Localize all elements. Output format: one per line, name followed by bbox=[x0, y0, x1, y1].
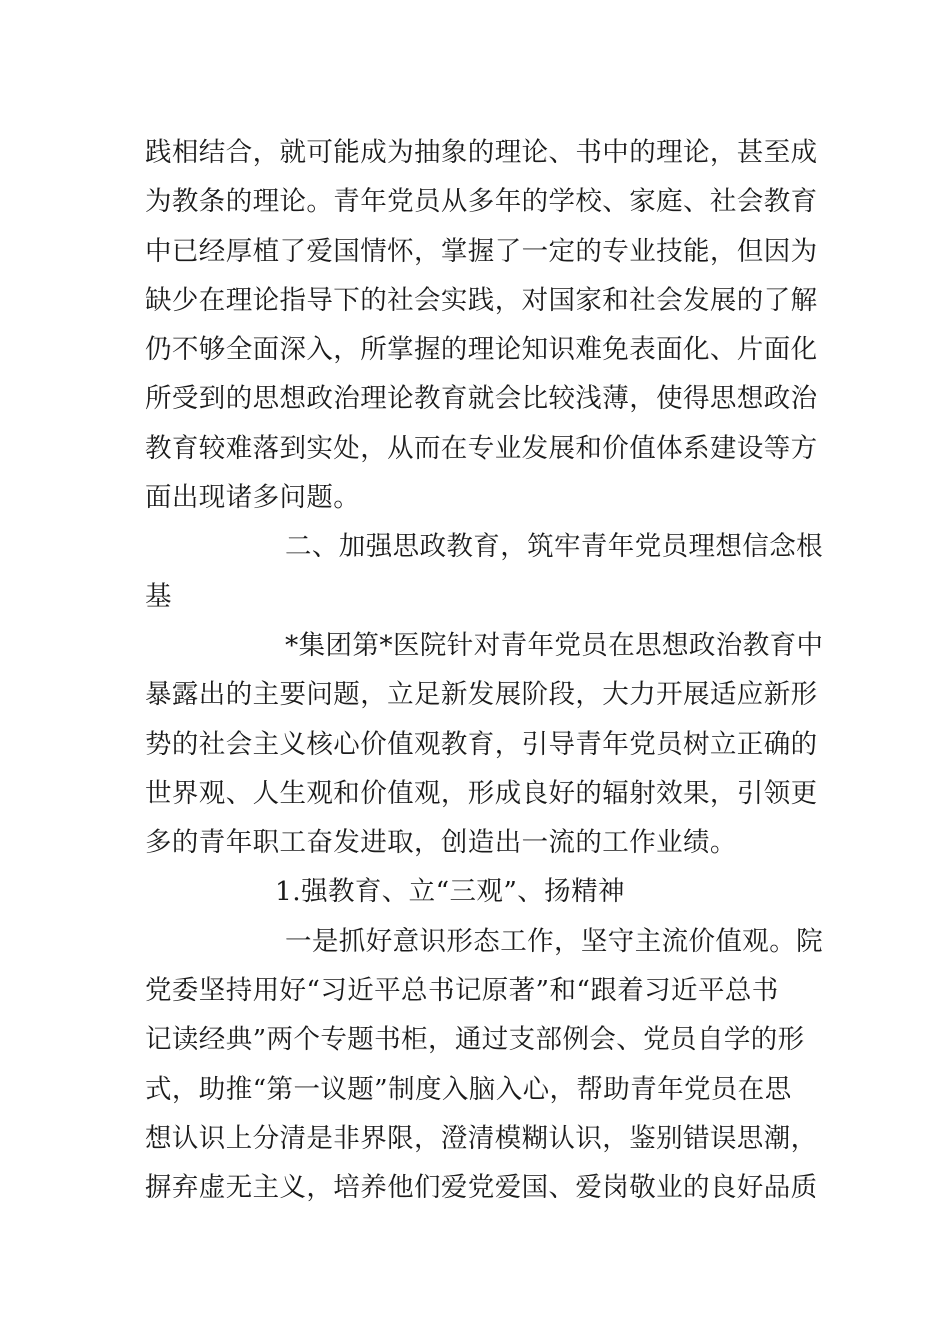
text-line: 为教条的理论。青年党员从多年的学校、家庭、社会教育 bbox=[145, 186, 818, 218]
text-line: 记读经典”两个专题书柜，通过支部例会、党员自学的形 bbox=[145, 1024, 805, 1056]
text-line: 缺少在理论指导下的社会实践，对国家和社会发展的了解 bbox=[145, 284, 818, 316]
heading-line: 基 bbox=[145, 580, 172, 612]
section-heading bbox=[145, 522, 823, 621]
text-line: *集团第*医院针对青年党员在思想政治教育中 bbox=[285, 629, 824, 661]
heading-line: 二、加强思政教育，筑牢青年党员理想信念根 bbox=[285, 531, 823, 563]
text-line: 想认识上分清是非界限，澄清模糊认识，鉴别错误思潮， bbox=[145, 1122, 818, 1154]
text-line: 势的社会主义核心价值观教育，引导青年党员树立正确的 bbox=[145, 728, 818, 760]
text-line: 多的青年职工奋发进取，创造出一流的工作业绩。 bbox=[145, 827, 737, 859]
paragraph-2 bbox=[145, 621, 824, 867]
paragraph-3 bbox=[145, 917, 823, 1213]
text-line: 践相结合，就可能成为抽象的理论、书中的理论，甚至成 bbox=[145, 137, 818, 168]
text-line: 摒弃虚无主义，培养他们爱党爱国、爱岗敬业的良好品质 bbox=[145, 1172, 818, 1204]
text-line: 世界观、人生观和价值观，形成良好的辐射效果，引领更 bbox=[145, 777, 818, 809]
document-body bbox=[145, 128, 824, 1213]
text-line: 教育较难落到实处，从而在专业发展和价值体系建设等方 bbox=[145, 432, 818, 464]
subheading: 1.强教育、立“三观”、扬精神 bbox=[275, 876, 625, 908]
text-line: 仍不够全面深入，所掌握的理论知识难免表面化、片面化 bbox=[145, 334, 818, 366]
text-line: 一是抓好意识形态工作，坚守主流价值观。院 bbox=[285, 925, 823, 957]
text-line: 式，助推“第一议题”制度入脑入心，帮助青年党员在思 bbox=[145, 1073, 792, 1105]
paragraph-1 bbox=[145, 128, 818, 522]
text-line: 党委坚持用好“习近平总书记原著”和“跟着习近平总书 bbox=[145, 975, 779, 1007]
text-line: 面出现诸多问题。 bbox=[145, 482, 361, 514]
text-line: 中已经厚植了爱国情怀，掌握了一定的专业技能，但因为 bbox=[145, 235, 818, 267]
text-line: 暴露出的主要问题，立足新发展阶段，大力开展适应新形 bbox=[145, 679, 818, 711]
text-line: 所受到的思想政治理论教育就会比较浅薄，使得思想政治 bbox=[145, 383, 818, 415]
